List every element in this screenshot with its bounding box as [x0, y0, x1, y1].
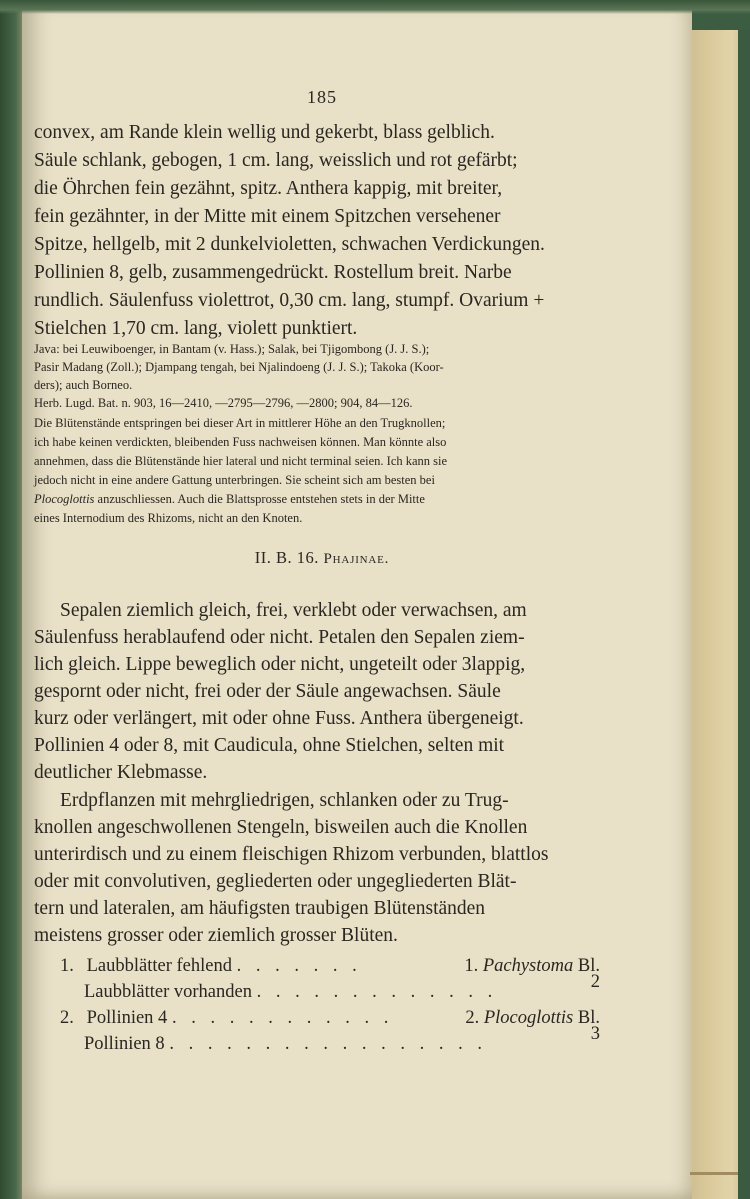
key-dots: . . . . . . . . . . . . .: [256, 982, 498, 1002]
key-dots: . . . . . . . . . . . . . . . . .: [169, 1034, 487, 1054]
text-line: die Öhrchen fein gezähnt, spitz. Anthera kappig, mit breiter,: [34, 178, 503, 199]
text-line: lich gleich. Lippe beweglich oder nicht, ungeteilt oder 3lappig,: [34, 654, 526, 675]
key-result-number: 2: [590, 972, 600, 992]
note-line: jedoch nicht in eine andere Gattung unterbringen. Sie scheint sich am besten bei: [34, 473, 435, 487]
key-number: 1.: [60, 956, 74, 976]
text-line: gespornt oder nicht, frei oder der Säule angewachsen. Säule: [34, 681, 501, 702]
note-line: Herb. Lugd. Bat. n. 903, 16—2410, —2795—2796, —2800; 904, 84—126.: [34, 396, 413, 410]
key-result-author: Bl.: [577, 956, 600, 976]
key-row: [60, 1006, 600, 1030]
key-row: [84, 1024, 600, 1056]
key-result: [591, 1022, 600, 1046]
section-name: Phajinae.: [323, 551, 390, 567]
section-number: II. B. 16.: [254, 548, 319, 567]
key-label: Laubblätter vorhanden: [84, 982, 252, 1002]
key-result-genus: Pachystoma: [482, 956, 574, 976]
note-line: ich habe keinen verdickten, bleibenden Fuss nachweisen können. Man könnte also: [34, 435, 447, 449]
note-line: annehmen, dass die Blütenstände hier lateral und nicht terminal seien. Ich kann sie: [34, 454, 448, 468]
key-result-number: 2.: [465, 1008, 480, 1028]
text-line: Pollinien 8, gelb, zusammengedrückt. Rostellum breit. Narbe: [34, 262, 512, 283]
key-label: Pollinien 8: [84, 1034, 165, 1054]
note-line: Java: bei Leuwiboenger, in Bantam (v. Hass.); Salak, bei Tjigombong (J. J. S.);: [34, 342, 430, 356]
section-heading: [22, 548, 622, 568]
text-line: oder mit convolutiven, gegliederten oder ungegliederten Blät-: [34, 871, 517, 892]
text-line: Spitze, hellgelb, mit 2 dunkelvioletten, schwachen Verdickungen.: [34, 234, 545, 255]
key-label: Laubblätter fehlend: [86, 956, 232, 976]
key-dots: . . . . . . .: [236, 956, 362, 976]
text-line: convex, am Rande klein wellig und gekerbt, blass gelblich.: [34, 122, 495, 143]
page-content: [22, 0, 692, 1199]
background-right: [738, 0, 750, 1199]
text-line: Säulenfuss herablaufend oder nicht. Petalen den Sepalen ziem-: [34, 627, 525, 648]
page-number: 185: [307, 87, 337, 107]
key-result-genus: Plocoglottis: [483, 1008, 574, 1028]
key-dots: . . . . . . . . . . . .: [171, 1008, 394, 1028]
text-line: Sepalen ziemlich gleich, frei, verklebt oder verwachsen, am: [60, 600, 527, 621]
text-line: meistens grosser oder ziemlich grosser Blüten.: [34, 925, 398, 946]
key-result: [591, 970, 600, 994]
text-line: Stielchen 1,70 cm. lang, violett punktiert.: [34, 318, 358, 339]
text-line: Pollinien 4 oder 8, mit Caudicula, ohne Stielchen, selten mit: [34, 735, 505, 756]
page-bottom-edge: [690, 1172, 738, 1175]
key-row: [84, 972, 600, 1004]
text-line: tern und lateralen, am häufigsten traubigen Blütenständen: [34, 898, 486, 919]
text-line: deutlicher Klebmasse.: [34, 762, 208, 783]
note-line: Plocoglottis anzuschliessen. Auch die Blattsprosse entstehen stets in der Mitte: [34, 492, 425, 506]
text-line: kurz oder verlängert, mit oder ohne Fuss. Anthera übergeneigt.: [34, 708, 524, 729]
genus-name: Plocoglottis: [34, 492, 95, 506]
note-line: eines Internodium des Rhizoms, nicht an den Knoten.: [34, 511, 303, 525]
text-line: Säule schlank, gebogen, 1 cm. lang, weisslich und rot gefärbt;: [34, 150, 518, 171]
note-line: Pasir Madang (Zoll.); Djampang tengah, bei Njalindoeng (J. J. S.); Takoka (Koor-: [34, 360, 444, 374]
text-line: Erdpflanzen mit mehrgliedrigen, schlanken oder zu Trug-: [60, 790, 509, 811]
key-row: [60, 954, 600, 978]
key-result: [465, 1006, 600, 1030]
note-line: Die Blütenstände entspringen bei dieser Art in mittlerer Höhe an den Trugknollen;: [34, 416, 446, 430]
text-line: knollen angeschwollenen Stengeln, bisweilen auch die Knollen: [34, 817, 528, 838]
key-result: [464, 954, 600, 978]
text-line: rundlich. Säulenfuss violettrot, 0,30 cm. lang, stumpf. Ovarium +: [34, 290, 545, 311]
text-line: fein gezähnter, in der Mitte mit einem Spitzchen versehener: [34, 206, 501, 227]
note-line: ders); auch Borneo.: [34, 378, 133, 392]
key-label: Pollinien 4: [86, 1008, 168, 1028]
key-number: 2.: [60, 1008, 74, 1028]
key-result-number: 1.: [464, 956, 479, 976]
key-result-number: 3: [590, 1024, 600, 1044]
key-result-author: Bl.: [577, 1008, 600, 1028]
text-line: unterirdisch und zu einem fleischigen Rhizom verbunden, blattlos: [34, 844, 549, 865]
